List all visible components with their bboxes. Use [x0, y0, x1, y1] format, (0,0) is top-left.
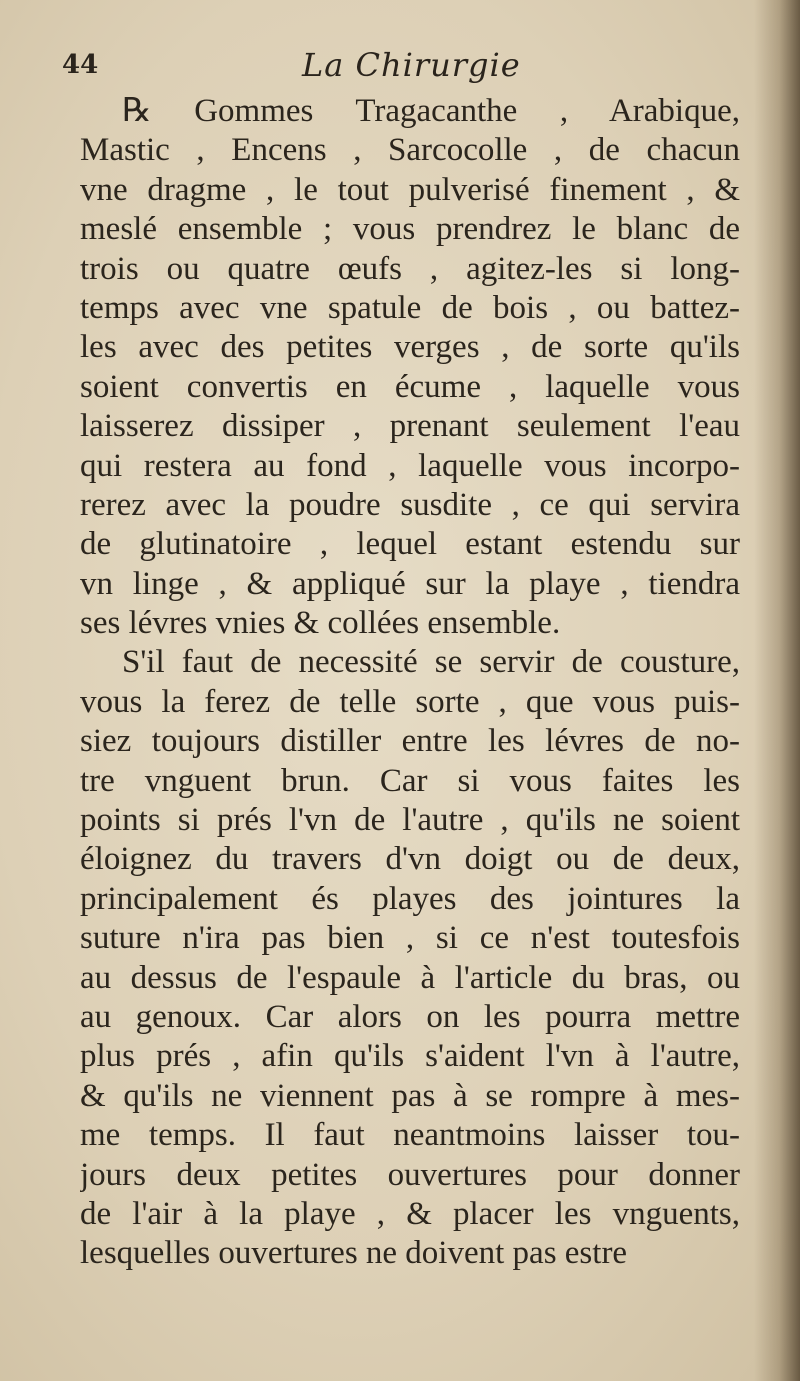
text-line: soient convertis en écume , laquelle vous	[80, 368, 740, 405]
text-line: vn linge , & appliqué sur la playe , tiendra	[80, 565, 740, 602]
text-line: siez toujours distiller entre les lévres de no-	[80, 723, 740, 760]
text-line: principalement és playes des jointures la	[80, 880, 740, 917]
body-text	[80, 92, 740, 1274]
text-line: Mastic , Encens , Sarcocolle , de chacun	[80, 132, 740, 169]
text-line: points si prés l'vn de l'autre , qu'ils ne soient	[80, 802, 740, 839]
text-line: ℞ Gommes Tragacanthe , Arabique,	[122, 93, 740, 129]
text-line: rerez avec la poudre susdite , ce qui servira	[80, 486, 740, 523]
running-title: La Chirurgie	[302, 46, 521, 84]
page-number: 44	[62, 50, 99, 80]
text-line: qui restera au fond , laquelle vous incorpo-	[80, 447, 740, 484]
text-line: ses lévres vnies & collées ensemble.	[80, 605, 561, 642]
text-line: au genoux. Car alors on les pourra mettre	[80, 998, 740, 1035]
page-header	[62, 44, 742, 94]
text-line: au dessus de l'espaule à l'article du bras, ou	[80, 959, 740, 996]
text-line: vous la ferez de telle sorte , que vous puis-	[80, 683, 740, 720]
text-line: vne dragme , le tout pulverisé finement , &	[80, 171, 740, 208]
text-line: meslé ensemble ; vous prendrez le blanc de	[80, 211, 740, 248]
text-line: plus prés , afin qu'ils s'aident l'vn à l'autre,	[80, 1038, 740, 1075]
text-line: S'il faut de necessité se servir de cousture,	[122, 644, 740, 681]
text-line: lesquelles ouvertures ne doivent pas estre	[80, 1235, 628, 1272]
text-line: trois ou quatre œufs , agitez-les si long-	[80, 250, 740, 287]
page-gutter-shadow	[754, 0, 800, 1381]
text-line: jours deux petites ouvertures pour donner	[80, 1156, 740, 1193]
text-line: & qu'ils ne viennent pas à se rompre à mes-	[80, 1077, 740, 1114]
text-line: de l'air à la playe , & placer les vnguents,	[80, 1195, 740, 1232]
text-line: les avec des petites verges , de sorte qu'ils	[80, 329, 740, 366]
text-line: temps avec vne spatule de bois , ou battez-	[80, 289, 740, 326]
text-line: éloignez du travers d'vn doigt ou de deux,	[80, 841, 740, 878]
text-line: me temps. Il faut neantmoins laisser tou-	[80, 1117, 740, 1154]
text-line: tre vnguent brun. Car si vous faites les	[80, 762, 740, 799]
text-line: suture n'ira pas bien , si ce n'est toutesfois	[80, 920, 740, 957]
text-line: de glutinatoire , lequel estant estendu sur	[80, 526, 740, 563]
text-line: laisserez dissiper , prenant seulement l'eau	[80, 408, 740, 445]
